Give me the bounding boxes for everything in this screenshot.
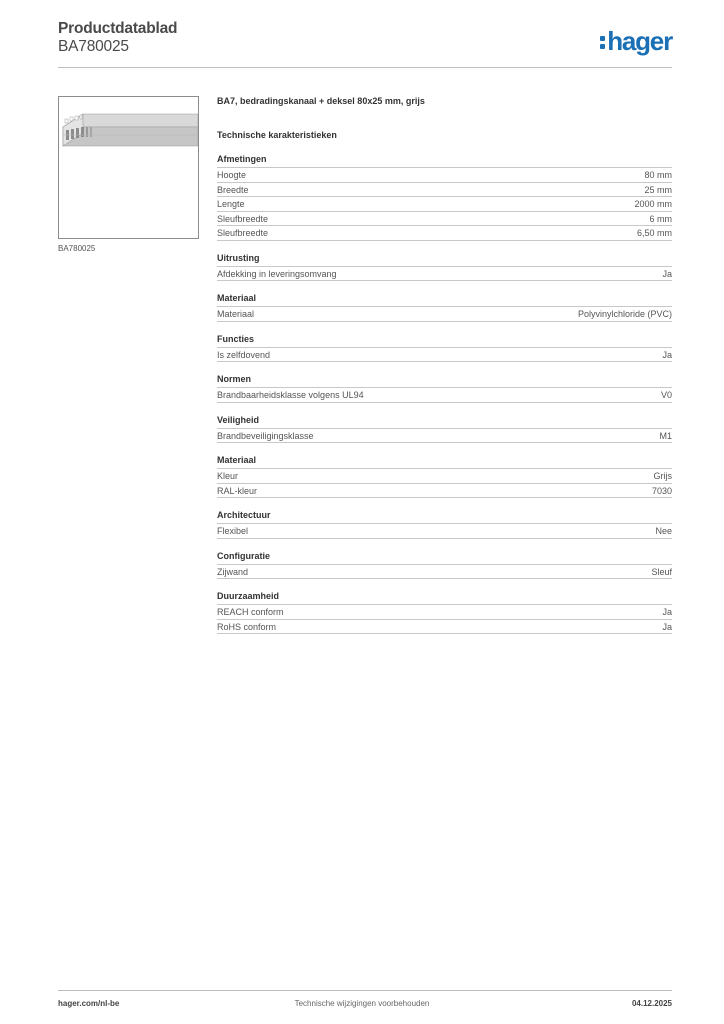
footer-date: 04.12.2025: [631, 999, 672, 1008]
spec-value: 2000 mm: [634, 199, 672, 209]
product-code: BA780025: [58, 38, 129, 55]
spec-value: Nee: [655, 526, 672, 536]
spec-row: [217, 267, 672, 282]
spec-value: 80 mm: [644, 170, 672, 180]
spec-label: Is zelfdovend: [217, 349, 271, 360]
spec-label: Hoogte: [217, 170, 247, 180]
spec-label: RAL-kleur: [217, 485, 258, 496]
spec-group-configuratie: [217, 550, 672, 580]
spec-label: REACH conform: [217, 607, 284, 617]
product-image: [58, 96, 199, 239]
spec-row: [217, 469, 672, 484]
product-description: BA7, bedradingskanaal + deksel 80x25 mm, grijs: [217, 96, 425, 106]
specs-heading: Technische karakteristieken: [217, 130, 337, 140]
spec-label: Lengte: [217, 199, 245, 209]
spec-label: Materiaal: [217, 309, 255, 319]
spec-row: [217, 168, 672, 183]
spec-group-uitrusting: [217, 252, 672, 282]
spec-row: [217, 605, 672, 620]
spec-content: [217, 96, 672, 634]
group-title: Configuratie: [217, 550, 672, 565]
spec-label: Sleufbreedte: [217, 213, 269, 224]
group-title: Uitrusting: [217, 252, 672, 267]
group-title: Veiligheid: [217, 414, 672, 429]
hager-logo: [600, 28, 672, 54]
footer-notice: Technische wijzigingen voorbehouden: [294, 999, 430, 1008]
spec-row: [217, 307, 672, 322]
spec-label: Kleur: [217, 471, 239, 481]
spec-row: [217, 226, 672, 241]
logo-dots-icon: [600, 28, 606, 54]
spec-row: [217, 348, 672, 363]
spec-row: [217, 565, 672, 580]
spec-group-veiligheid: [217, 414, 672, 444]
spec-label: Afdekking in leveringsomvang: [217, 268, 337, 279]
group-title: Duurzaamheid: [217, 590, 672, 605]
spec-label: RoHS conform: [217, 621, 277, 632]
spec-group-materiaal: [217, 292, 672, 322]
spec-row: [217, 620, 672, 635]
spec-value: 25 mm: [644, 184, 672, 195]
spec-value: 6 mm: [649, 213, 672, 224]
spec-value: Ja: [662, 349, 672, 360]
spec-value: M1: [659, 430, 672, 441]
spec-group-normen: [217, 373, 672, 403]
spec-group-functies: [217, 333, 672, 363]
spec-row: [217, 429, 672, 444]
spec-label: Brandbeveiligingsklasse: [217, 430, 314, 441]
spec-row: [217, 484, 672, 499]
group-title: Functies: [217, 333, 672, 348]
spec-value: 7030: [651, 485, 672, 496]
spec-label: Breedte: [217, 184, 249, 195]
spec-group-architectuur: [217, 509, 672, 539]
spec-group-afmetingen: [217, 153, 672, 241]
spec-label: Zijwand: [217, 566, 249, 577]
logo-text: hager: [607, 26, 672, 56]
spec-row: [217, 388, 672, 403]
group-title: Materiaal: [217, 454, 672, 469]
spec-row: [217, 524, 672, 539]
spec-group-duurzaamheid: [217, 590, 672, 634]
spec-value: Sleuf: [651, 566, 672, 577]
spec-row: [217, 197, 672, 212]
image-caption: BA780025: [58, 244, 96, 253]
group-title: Afmetingen: [217, 153, 672, 168]
header-divider: [58, 67, 672, 68]
spec-label: Flexibel: [217, 526, 249, 536]
cable-duct-illustration: [59, 97, 198, 238]
spec-row: [217, 183, 672, 198]
group-title: Normen: [217, 373, 672, 388]
spec-row: [217, 212, 672, 227]
footer-divider: [58, 990, 672, 991]
spec-value: Ja: [662, 607, 672, 617]
spec-value: 6,50 mm: [636, 228, 672, 238]
spec-value: Ja: [662, 268, 672, 279]
group-title: Materiaal: [217, 292, 672, 307]
spec-value: V0: [660, 390, 672, 400]
footer-website-link[interactable]: hager.com/nl-be: [58, 999, 120, 1008]
spec-label: Sleufbreedte: [217, 228, 269, 238]
document-title: Productdatablad: [58, 20, 178, 37]
spec-value: Polyvinylchloride (PVC): [577, 309, 672, 319]
spec-group-materiaal-kleur: [217, 454, 672, 498]
spec-label: Brandbaarheidsklasse volgens UL94: [217, 390, 364, 400]
spec-value: Grijs: [653, 471, 672, 481]
group-title: Architectuur: [217, 509, 672, 524]
spec-value: Ja: [662, 621, 672, 632]
